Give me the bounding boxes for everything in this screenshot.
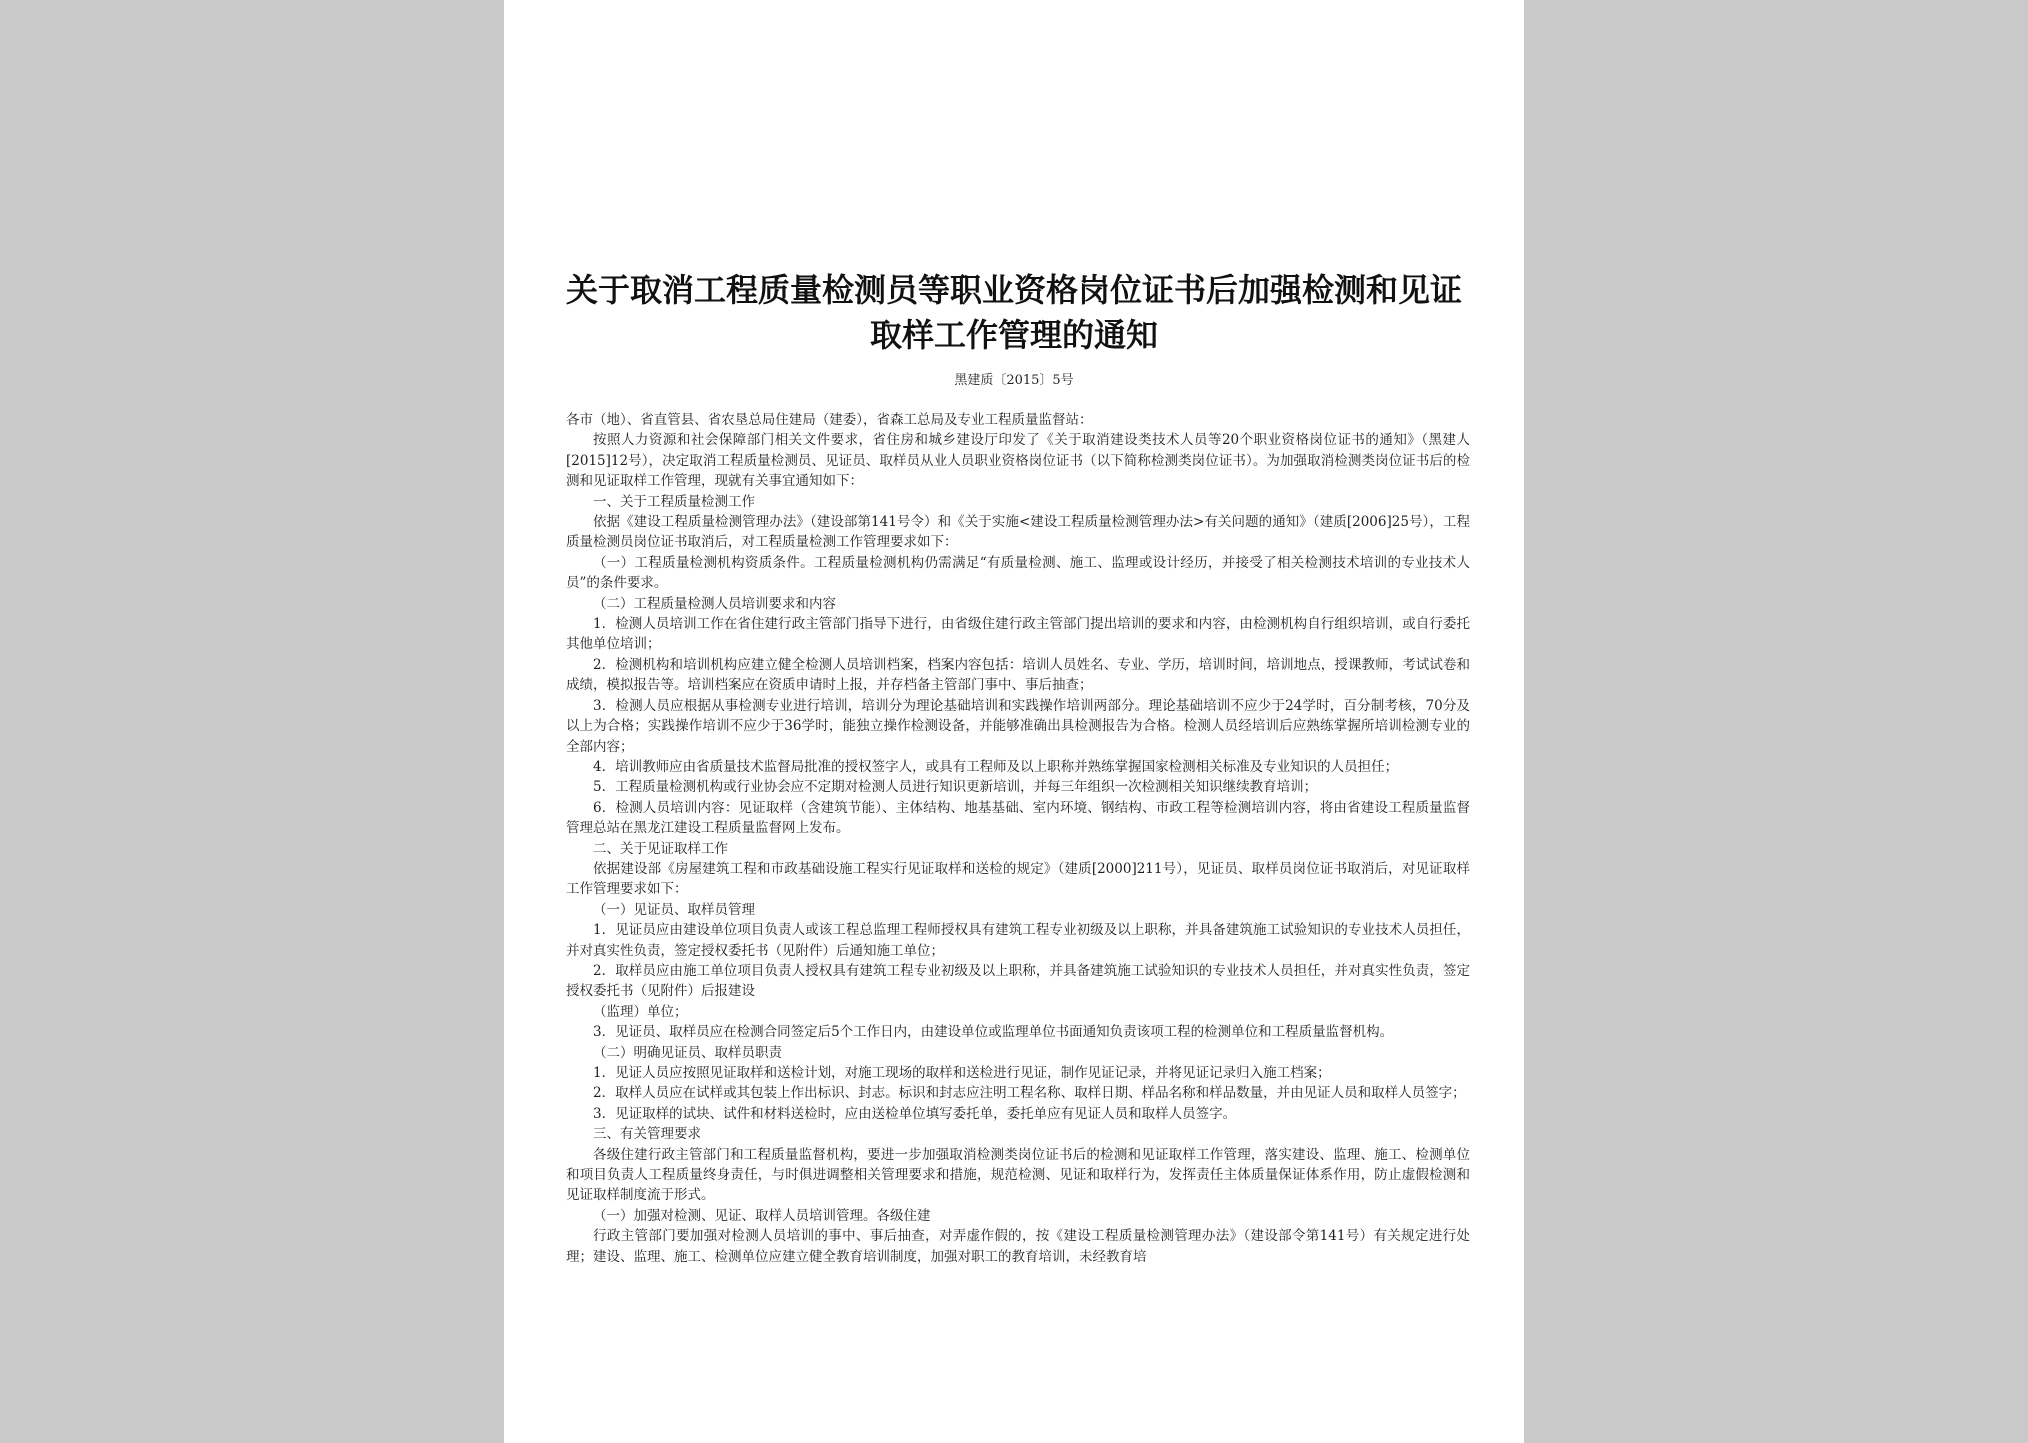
document-page (504, 0, 1524, 1443)
list-item: 2．取样员应由施工单位项目负责人授权具有建筑工程专业初级及以上职称，并具备建筑施工试验知识的专业技术人员担任，并对真实性负责，签定授权委托书（见附件）后报建设 (566, 962, 1470, 1000)
salutation: 各市（地）、省直管县、省农垦总局住建局（建委），省森工总局及专业工程质量监督站： (566, 412, 1093, 428)
paragraph: （一）工程质量检测机构资质条件。工程质量检测机构仍需满足“有质量检测、施工、监理或设计经历，并接受了相关检测技术培训的专业技术人员”的条件要求。 (566, 554, 1470, 592)
list-item: 1．见证员应由建设单位项目负责人或该工程总监理工程师授权具有建筑工程专业初级及以上职称，并具备建筑施工试验知识的专业技术人员担任，并对真实性负责，签定授权委托书（见附件）后通知施工单位； (566, 922, 1470, 959)
subsection-heading: （二）工程质量检测人员培训要求和内容 (593, 595, 836, 612)
document-title: 关于取消工程质量检测员等职业资格岗位证书后加强检测和见证取样工作管理的通知 (565, 271, 1462, 354)
list-item: 6．检测人员培训内容：见证取样（含建筑节能）、主体结构、地基基础、室内环境、钢结构、市政工程等检测培训内容，将由省建设工程质量监督管理总站在黑龙江建设工程质量监督网上发布。 (566, 799, 1470, 837)
list-item: 3．见证员、取样员应在检测合同签定后5个工作日内，由建设单位或监理单位书面通知负责该项工程的检测单位和工程质量监督机构。 (593, 1024, 1394, 1041)
document-number: 黑建质〔2015〕5号 (954, 373, 1074, 388)
paragraph: 各级住建行政主管部门和工程质量监督机构，要进一步加强取消检测类岗位证书后的检测和见证取样工作管理，落实建设、监理、施工、检测单位和项目负责人工程质量终身责任，与时俱进调整相关管理要求和措施，规范检测、见证和取样行为，发挥责任主体质量保证体系作用，防止虚假检测和见证取样制度流于形式。 (566, 1146, 1470, 1204)
document-body (566, 410, 1470, 1267)
list-item: 3．见证取样的试块、试件和材料送检时，应由送检单位填写委托单，委托单应有见证人员和取样人员签字。 (593, 1105, 1237, 1122)
list-item: 4．培训教师应由省质量技术监督局批准的授权签字人，或具有工程师及以上职称并熟练掌握国家检测相关标准及专业知识的人员担任； (593, 758, 1399, 775)
subsection-heading: （一）见证员、取样员管理 (593, 901, 755, 918)
section-heading: 三、有关管理要求 (593, 1126, 701, 1143)
paragraph: 依据《建设工程质量检测管理办法》（建设部第141号令）和《关于实施<建设工程质量检测管理办法>有关问题的通知》（建质[2006]25号），工程质量检测员岗位证书取消后，对工程质量检测工作管理要求如下： (566, 514, 1470, 551)
list-item: 1．检测人员培训工作在省住建行政主管部门指导下进行，由省级住建行政主管部门提出培训的要求和内容，由检测机构自行组织培训，或自行委托其他单位培训； (566, 616, 1470, 653)
subsection-heading: （一）加强对检测、见证、取样人员培训管理。各级住建 (593, 1207, 931, 1224)
list-item: 1．见证人员应按照见证取样和送检计划，对施工现场的取样和送检进行见证，制作见证记录，并将见证记录归入施工档案； (593, 1065, 1331, 1081)
paragraph: 行政主管部门要加强对检测人员培训的事中、事后抽查，对弄虚作假的，按《建设工程质量检测管理办法》（建设部令第141号）有关规定进行处理；建设、监理、施工、检测单位应建立健全教育培训制度，加强对职工的教育培训，未经教育培 (566, 1228, 1470, 1265)
paragraph: 按照人力资源和社会保障部门相关文件要求，省住房和城乡建设厅印发了《关于取消建设类技术人员等20个职业资格岗位证书的通知》（黑建人[2015]12号），决定取消工程质量检测员、见证员、取样员从业人员职业资格岗位证书（以下简称检测类岗位证书）。为加强取消检测类岗位证书后的检测和见证取样工作管理，现就有关事宜通知如下： (566, 432, 1470, 490)
paragraph: 依据建设部《房屋建筑工程和市政基础设施工程实行见证取样和送检的规定》（建质[2000]211号），见证员、取样员岗位证书取消后，对见证取样工作管理要求如下： (566, 860, 1470, 898)
list-item-continued: （监理）单位； (593, 1003, 688, 1020)
list-item: 2．检测机构和培训机构应建立健全检测人员培训档案，档案内容包括：培训人员姓名、专业、学历，培训时间，培训地点，授课教师，考试试卷和成绩，模拟报告等。培训档案应在资质申请时上报，并存档备主管部门事中、事后抽查； (566, 656, 1470, 694)
list-item: 3．检测人员应根据从事检测专业进行培训，培训分为理论基础培训和实践操作培训两部分。理论基础培训不应少于24学时，百分制考核，70分及以上为合格；实践操作培训不应少于36学时，能独立操作检测设备，并能够准确出具检测报告为合格。检测人员经培训后应熟练掌握所培训检测专业的全部内容； (566, 697, 1470, 755)
section-heading: 一、关于工程质量检测工作 (593, 493, 755, 510)
section-heading: 二、关于见证取样工作 (593, 840, 728, 857)
list-item: 5．工程质量检测机构或行业协会应不定期对检测人员进行知识更新培训，并每三年组织一次检测相关知识继续教育培训； (593, 779, 1318, 796)
subsection-heading: （二）明确见证员、取样员职责 (593, 1044, 782, 1061)
list-item: 2．取样人员应在试样或其包装上作出标识、封志。标识和封志应注明工程名称、取样日期、样品名称和样品数量，并由见证人员和取样人员签字； (593, 1085, 1466, 1102)
